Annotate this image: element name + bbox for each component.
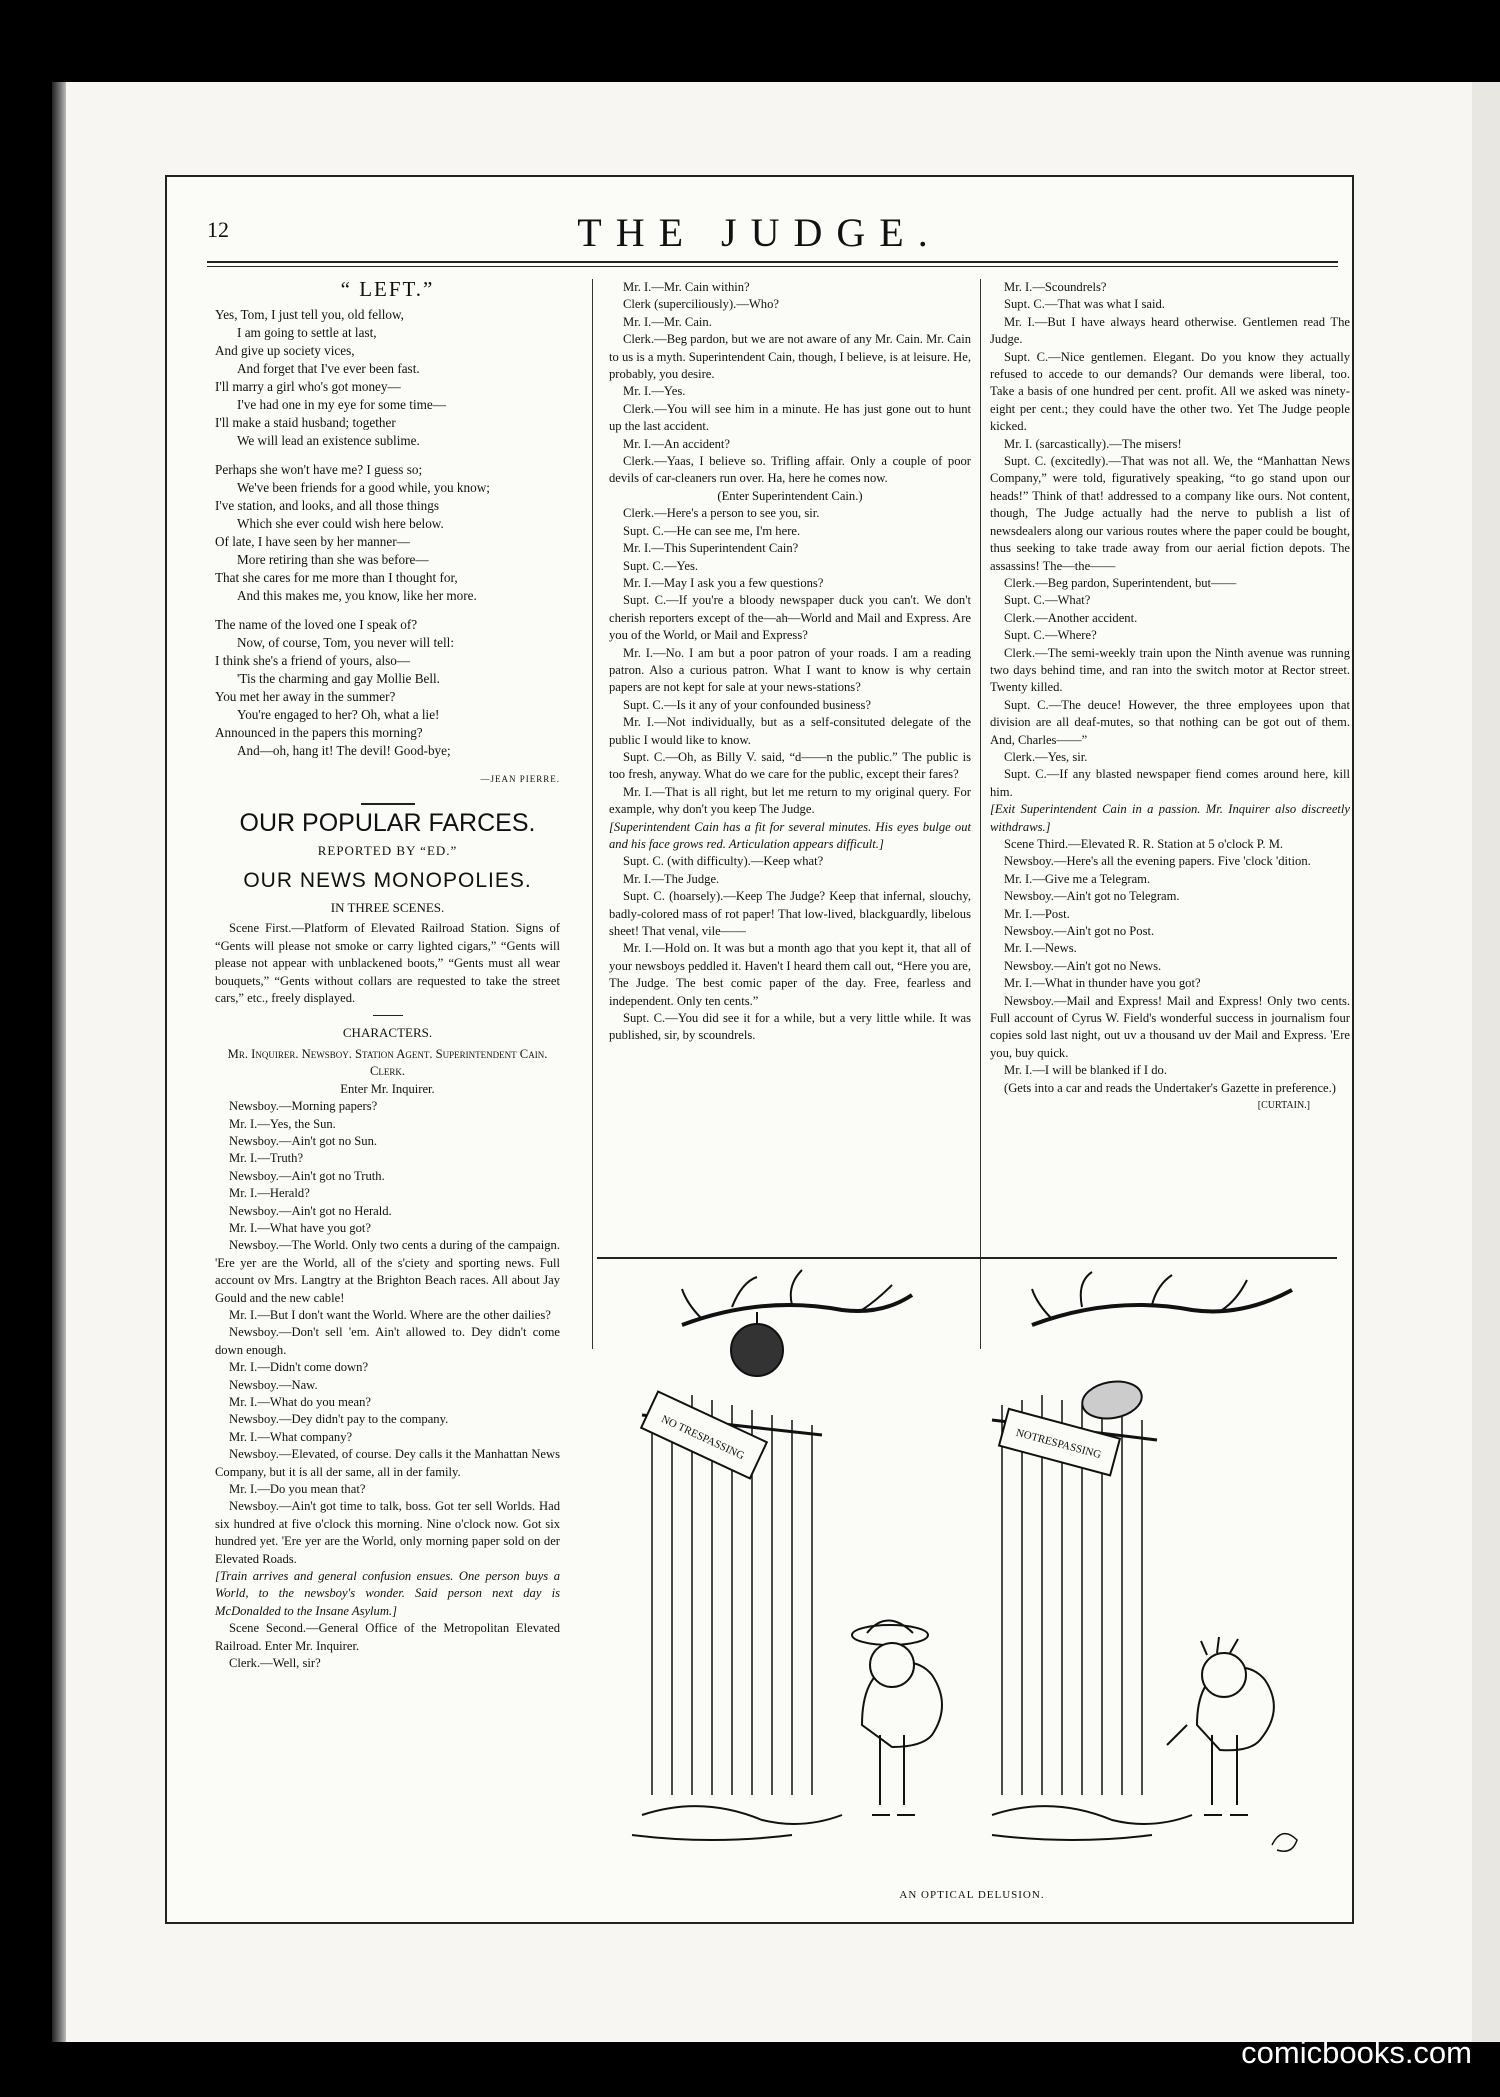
dialogue-line: [Exit Superintendent Cain in a passion. Mr. Inquirer also discreetly withdraws.]: [990, 802, 1350, 834]
verse-line: You're engaged to her? Oh, what a lie!: [237, 707, 440, 723]
sign-left-text: NO TRESPASSING: [659, 1413, 747, 1463]
article-title: OUR NEWS MONOPOLIES.: [243, 868, 532, 892]
dialogue-line: Mr. I.—News.: [1004, 941, 1077, 956]
verse-line: We will lead an existence sublime.: [237, 433, 420, 449]
dialogue-line: Newsboy.—Here's all the evening papers. Five 'clock 'dition.: [1004, 854, 1311, 869]
verse-line: And—oh, hang it! The devil! Good-bye;: [237, 743, 451, 759]
dialogue-line: Newsboy.—Dey didn't pay to the company.: [229, 1412, 449, 1427]
verse-line: Announced in the papers this morning?: [215, 725, 423, 741]
dialogue-line: Mr. I.—This Superintendent Cain?: [623, 541, 799, 556]
dialogue-line: Clerk (superciliously).—Who?: [623, 297, 779, 312]
dialogue-line: Mr. I.—What do you mean?: [229, 1395, 371, 1409]
verse-line: I've had one in my eye for some time—: [237, 397, 446, 413]
dialogue-line: Clerk.—Beg pardon, but we are not aware of any Mr. Cain. Mr. Cain to us is a myth. Superintendent Cain, though, I believe, is at leisure. He, probably, you desire.: [609, 332, 972, 382]
masthead-rule-thin: [207, 266, 1338, 267]
dialogue-line: Mr. I.—Post.: [1004, 906, 1070, 921]
dialogue-line: Mr. I.—Give me a Telegram.: [1004, 871, 1151, 886]
binding-edge: [52, 82, 66, 2042]
dialogue-line: Mr. I. (sarcastically).—The misers!: [1004, 436, 1182, 451]
verse-line: You met her away in the summer?: [215, 689, 396, 705]
dialogue-line: Newsboy.—Elevated, of course. Dey calls it the Manhattan News Company, but it is all der same, all in der family.: [215, 1447, 560, 1479]
dialogue-line: Supt. C.—Where?: [1004, 628, 1097, 643]
dialogue-line: Newsboy.—Ain't got no Telegram.: [1004, 889, 1180, 904]
cartoon-panel-left: [632, 1270, 942, 1840]
verse-line: Of late, I have seen by her manner—: [215, 534, 410, 550]
verse-line: That she cares for me more than I thought for,: [215, 570, 458, 586]
dialogue-line: Supt. C. (excitedly).—That was not all. We, the “Manhattan News Company,” were told, figuratively speaking, “to go stand upon our heads!” Think of that! addressed to a company like ours. Not content, though, The Judge actually had the nerve to publish a list of newsdealers along our various routes where the paper could be bought, thus seeking to take trade away from our aerial fiction depots. The assassins! The—the——: [990, 454, 1350, 573]
dialogue-line: Supt. C.—If you're a bloody newspaper duck you can't. We don't cherish reporters except of the—ah—World and Mail and Express. Are you of the World, or Mail and Express?: [609, 593, 971, 643]
newspaper-page: [165, 175, 1354, 1924]
column-2-dialogue: [609, 279, 971, 1045]
watermark: comicbooks.com: [1241, 2035, 1472, 2070]
dialogue-line: Supt. C. (with difficulty).—Keep what?: [623, 854, 824, 869]
byline: REPORTED BY “ED.”: [317, 843, 458, 859]
dialogue-line: [CURTAIN.]: [1257, 1100, 1310, 1112]
column-rule: [980, 279, 981, 1349]
dialogue-line: Newsboy.—Naw.: [229, 1377, 318, 1392]
cartoon-illustration: [612, 1255, 1332, 1875]
dialogue-line: (Enter Superintendent Cain.): [717, 488, 863, 503]
cartoon-panel-right: [992, 1272, 1297, 1851]
dialogue-line: Mr. I.—Scoundrels?: [1004, 280, 1107, 294]
dialogue-line: Mr. I.—That is all right, but let me return to my original query. For example, why don't you keep The Judge.: [609, 784, 971, 817]
dialogue-line: Mr. I.—What have you got?: [229, 1220, 371, 1235]
dialogue-line: Mr. I.—May I ask you a few questions?: [623, 575, 824, 590]
verse-line: I think she's a friend of yours, also—: [215, 653, 411, 669]
farces-heading: OUR POPULAR FARCES.: [239, 808, 536, 837]
dialogue-line: Scene Second.—General Office of the Metropolitan Elevated Railroad. Enter Mr. Inquirer.: [215, 1621, 560, 1653]
dialogue-line: Clerk.—Well, sir?: [229, 1656, 321, 1671]
dialogue-line: Supt. C.—Is it any of your confounded business?: [623, 697, 872, 712]
verse-line: And forget that I've ever been fast.: [237, 361, 420, 377]
verse-line: I'll make a staid husband; together: [215, 415, 396, 431]
column-2: [609, 279, 971, 1045]
dialogue-line: Clerk.—Yes, sir.: [1004, 749, 1088, 764]
poem-stanza-2: [215, 461, 560, 605]
dialogue-line: Supt. C.—Nice gentlemen. Elegant. Do you know they actually refused to accede to our demands? Our demands were liberal, too. Take a basis of one hundred per cent. profit. All we asked was ninety-eight per cent.; they could have the other two. Yet The Judge people kicked.: [990, 349, 1350, 434]
characters-list: Mr. Inquirer. Newsboy. Station Agent. Superintendent Cain. Clerk.: [227, 1046, 548, 1079]
dialogue-line: Newsboy.—Morning papers?: [229, 1099, 378, 1114]
verse-line: Which she ever could wish here below.: [237, 516, 444, 532]
dialogue-line: Newsboy.—Don't sell 'em. Ain't allowed to. Dey didn't come down enough.: [215, 1325, 560, 1357]
stage-direction: Enter Mr. Inquirer.: [340, 1081, 435, 1096]
column-3: [990, 279, 1350, 1115]
dialogue-line: Supt. C.—The deuce! However, the three employees upon that division are all deaf-mutes, so that nothing can be got out of them. And, Charles——”: [990, 697, 1350, 747]
dialogue-line: Clerk.—Beg pardon, Superintendent, but——: [1004, 575, 1237, 590]
dialogue-line: Clerk.—Another accident.: [1004, 610, 1138, 625]
dialogue-line: [Train arrives and general confusion ensues. One person buys a World, to the newsboy's wonder. Said person next day is McDonalded to the Insane Asylum.]: [215, 1569, 560, 1618]
dialogue-line: Newsboy.—Ain't got no Truth.: [229, 1168, 385, 1183]
verse-line: Yes, Tom, I just tell you, old fellow,: [215, 307, 404, 323]
dialogue-line: [Superintendent Cain has a fit for several minutes. His eyes bulge out and his face grows red. Articulation appears difficult.]: [609, 819, 971, 851]
dialogue-line: (Gets into a car and reads the Undertaker's Gazette in preference.): [1004, 1080, 1336, 1095]
verse-line: More retiring than she was before—: [237, 552, 429, 568]
dialogue-line: Mr. I.—Do you mean that?: [229, 1482, 366, 1497]
poem-signature: —JEAN PIERRE.: [480, 774, 560, 785]
page-number: 12: [207, 217, 229, 242]
dialogue-line: Supt. C.—He can see me, I'm here.: [623, 523, 801, 538]
section-divider: [361, 803, 415, 805]
dialogue-line: Supt. C.—If any blasted newspaper fiend comes around here, kill him.: [990, 767, 1350, 799]
subtitle: IN THREE SCENES.: [330, 900, 445, 916]
column-rule: [592, 279, 593, 1349]
masthead-rule: [207, 261, 1338, 263]
dialogue-line: Clerk.—The semi-weekly train upon the Ninth avenue was running two days behind time, and ran into the switch motor at Rector street. Twenty killed.: [990, 645, 1350, 695]
scene-first: Scene First.—Platform of Elevated Railroad Station. Signs of “Gents will please not smoke or carry lighted cigars,” “Gents will please not appear with unblackened boots,” “Gents must all wear bouquets,” “Gents without collars are requested to take the street cars,” etc., freely displayed.: [215, 921, 560, 1006]
dialogue-line: Mr. I.—Herald?: [229, 1186, 310, 1201]
cartoon-caption: AN OPTICAL DELUSION.: [899, 1889, 1045, 1901]
dialogue-line: Supt. C. (hoarsely).—Keep The Judge? Keep that infernal, slouchy, badly-colored mass of rot paper! That low-lived, blackguardly, libelous sheet! That venal, vile——: [609, 889, 971, 939]
poem-title: “ LEFT.”: [340, 277, 435, 301]
verse-line: And this makes me, you know, like her more.: [237, 588, 477, 604]
dialogue-line: Newsboy.—Ain't got no Post.: [1004, 924, 1155, 939]
verse-line: Now, of course, Tom, you never will tell:: [237, 635, 454, 651]
verse-line: 'Tis the charming and gay Mollie Bell.: [237, 671, 440, 687]
section-divider: [373, 1015, 403, 1016]
dialogue-line: Newsboy.—Ain't got time to talk, boss. Got ter sell Worlds. Had six hundred at five o'clock this morning. Nine o'clock now. Got six hundred yet. 'Ere yer are the World, only morning paper sold on der Elevated Roads.: [215, 1499, 560, 1566]
dialogue-line: Mr. I.—No. I am but a poor patron of your roads. I am a reading patron. Also a curious patron. What I want to know is why certain papers are not kept for sale at your news-stations?: [609, 645, 971, 695]
dialogue-line: Newsboy.—Ain't got no Sun.: [229, 1133, 378, 1148]
dialogue-line: Mr. I.—Mr. Cain.: [623, 314, 712, 329]
dialogue-line: Newsboy.—Ain't got no Herald.: [229, 1203, 392, 1218]
page-title: THE JUDGE.: [577, 210, 942, 255]
dialogue-line: Mr. I.—Not individually, but as a self-consituted delegate of the public I would like to know.: [609, 715, 971, 747]
dialogue-line: Newsboy.—Ain't got no News.: [1004, 958, 1162, 973]
dialogue-line: Mr. I.—Hold on. It was but a month ago that you kept it, that all of your newsboys peddled it. Haven't I heard them call out, “Here you are, The Judge. The best comic paper of the day. Free, fearless and independent. Only ten cents.”: [609, 941, 971, 1008]
column-3-dialogue: [990, 279, 1350, 1115]
dialogue-line: Clerk.—You will see him in a minute. He has just gone out to hunt up the last accident.: [609, 401, 971, 434]
verse-line: I'll marry a girl who's got money—: [215, 379, 401, 395]
dialogue-line: Mr. I.—Yes.: [623, 384, 686, 399]
poem-stanza-1: [215, 306, 560, 450]
characters-heading: CHARACTERS.: [342, 1025, 433, 1041]
dialogue-line: Mr. I.—An accident?: [623, 436, 731, 451]
verse-line: I am going to settle at last,: [237, 325, 377, 341]
dialogue-line: Mr. I.—Mr. Cain within?: [623, 280, 750, 294]
next-page-edge: [1472, 82, 1500, 2042]
verse-line: I've station, and looks, and all those things: [215, 498, 439, 514]
poem-stanza-3: [215, 616, 560, 760]
column-1: [215, 279, 560, 1673]
column-1-dialogue: [215, 1098, 560, 1672]
verse-line: And give up society vices,: [215, 343, 355, 359]
dialogue-line: Scene Third.—Elevated R. R. Station at 5 o'clock P. M.: [1004, 837, 1284, 851]
dialogue-line: Mr. I.—The Judge.: [623, 871, 720, 886]
dialogue-line: Mr. I.—Truth?: [229, 1151, 304, 1166]
dialogue-line: Supt. C.—Yes.: [623, 558, 699, 573]
dialogue-line: Mr. I.—What company?: [229, 1429, 353, 1444]
dialogue-line: Mr. I.—But I have always heard otherwise. Gentlemen read The Judge.: [990, 314, 1350, 347]
dialogue-line: Mr. I.—Didn't come down?: [229, 1360, 369, 1375]
dialogue-line: Mr. I.—I will be blanked if I do.: [1004, 1063, 1167, 1078]
masthead: [167, 177, 1352, 262]
dialogue-line: Supt. C.—What?: [1004, 593, 1091, 608]
sign-right-text: NOTRESPASSING: [1014, 1426, 1103, 1462]
dialogue-line: Supt. C.—Oh, as Billy V. said, “d——n the public.” The public is too fresh, anyway. What do we care for the public, except their fares?: [609, 749, 971, 782]
verse-line: The name of the loved one I speak of?: [215, 617, 418, 633]
dialogue-line: Mr. I.—Yes, the Sun.: [229, 1116, 336, 1131]
verse-line: Perhaps she won't have me? I guess so;: [215, 462, 423, 478]
dialogue-line: Supt. C.—You did see it for a while, but a very little while. It was published, sir, by scoundrels.: [609, 1011, 971, 1043]
dialogue-line: Clerk.—Yaas, I believe so. Trifling affair. Only a couple of poor devils of car-cleaners run over. Ha, here he comes now.: [609, 454, 971, 486]
verse-line: We've been friends for a good while, you know;: [237, 480, 490, 496]
dialogue-line: Mr. I.—What in thunder have you got?: [1004, 976, 1201, 991]
dialogue-line: Newsboy.—The World. Only two cents a during of the campaign. 'Ere yer are the World, all of the s'ciety and sporting news. Full account ov Mrs. Langtry at the Brighton Beach races. All about Jay Gould and the new cable!: [215, 1238, 560, 1305]
dialogue-line: Supt. C.—That was what I said.: [1004, 297, 1165, 312]
dialogue-line: Clerk.—Here's a person to see you, sir.: [623, 506, 820, 521]
dialogue-line: Newsboy.—Mail and Express! Mail and Express! Only two cents. Full account of Cyrus W. Field's wonderful success in journalism four copies sold last night, out uv a thousand uv der Mail and Express. 'Ere you, buy quick.: [990, 993, 1350, 1060]
dialogue-line: Mr. I.—But I don't want the World. Where are the other dailies?: [229, 1307, 551, 1322]
